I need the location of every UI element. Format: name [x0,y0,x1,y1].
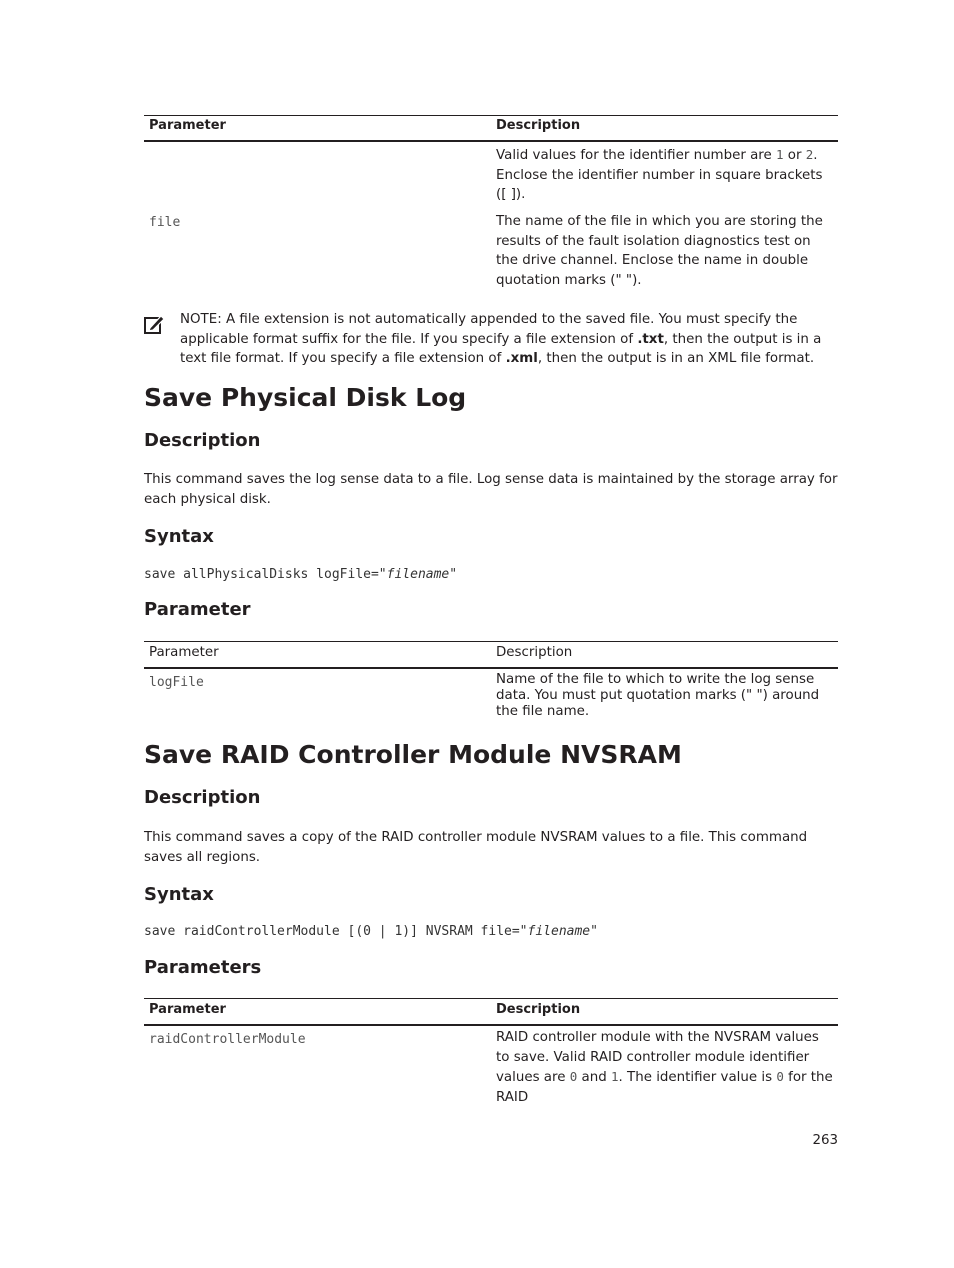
table-header-rule [144,1024,838,1026]
table-header-parameter: Parameter [149,645,219,660]
note-box [144,310,838,370]
table-header-description: Description [496,118,581,133]
table-top-rule [144,641,838,642]
table-row-2-description: The name of the file in which you are storing the results of the fault isolation diagnostics test on the drive channel. Enclose the name in double quotation marks (" "). [496,214,823,288]
parameters-table-raid-controller [144,998,838,1105]
table-row-1-description: Valid values for the identifier number are 1 or 2. Enclose the identifier number in square brackets ([ ]). [496,147,823,202]
table-header-description: Description [496,1002,581,1017]
heading-description: Description [144,430,261,451]
table-top-rule [144,115,838,116]
table-header-rule [144,667,838,669]
table-row-1-parameter: raidControllerModule [149,1032,306,1047]
table-row-2-parameter: file [149,215,181,230]
description-text: This command saves a copy of the RAID controller module NVSRAM values to a file. This command saves all regions. [144,830,808,865]
heading-syntax: Syntax [144,526,214,547]
table-header-rule [144,140,838,142]
parameter-table-log-file [144,641,838,726]
table-row-1-parameter: logFile [149,675,204,690]
note-label: NOTE: [180,312,222,327]
heading-syntax: Syntax [144,884,214,905]
note-text: NOTE: A file extension is not automatically appended to the saved file. You must specify the applicable format suffix for the file. If you specify a file extension of .txt, then the output is in a text file format. If you specify a file extension of .xml, then the output is in an XML file format. [180,312,822,366]
section-title-save-physical-disk-log: Save Physical Disk Log [144,383,467,412]
table-row-1-description: Name of the file to which to write the log sense data. You must put quotation marks (" ") around the file name. [496,672,820,719]
pencil-note-icon [144,313,166,335]
syntax-code: save raidControllerModule [(0 | 1)] NVSRAM file="filename" [144,924,598,939]
heading-parameters: Parameters [144,957,262,978]
table-header-parameter: Parameter [149,1002,226,1017]
table-top-rule [144,998,838,999]
description-text: This command saves the log sense data to a file. Log sense data is maintained by the storage array for each physical disk. [144,472,838,507]
page-number: 263 [812,1133,838,1148]
syntax-code: save allPhysicalDisks logFile="filename" [144,567,458,582]
heading-parameter: Parameter [144,599,251,620]
table-row-1-description: RAID controller module with the NVSRAM values to save. Valid RAID controller module identifier values are 0 and 1. The identifier value is 0 for the RAID [496,1030,833,1105]
parameter-table-continued [144,115,838,295]
heading-description: Description [144,787,261,808]
section-title-save-raid-controller-module-nvsram: Save RAID Controller Module NVSRAM [144,740,682,769]
table-header-description: Description [496,645,573,660]
table-header-parameter: Parameter [149,118,226,133]
